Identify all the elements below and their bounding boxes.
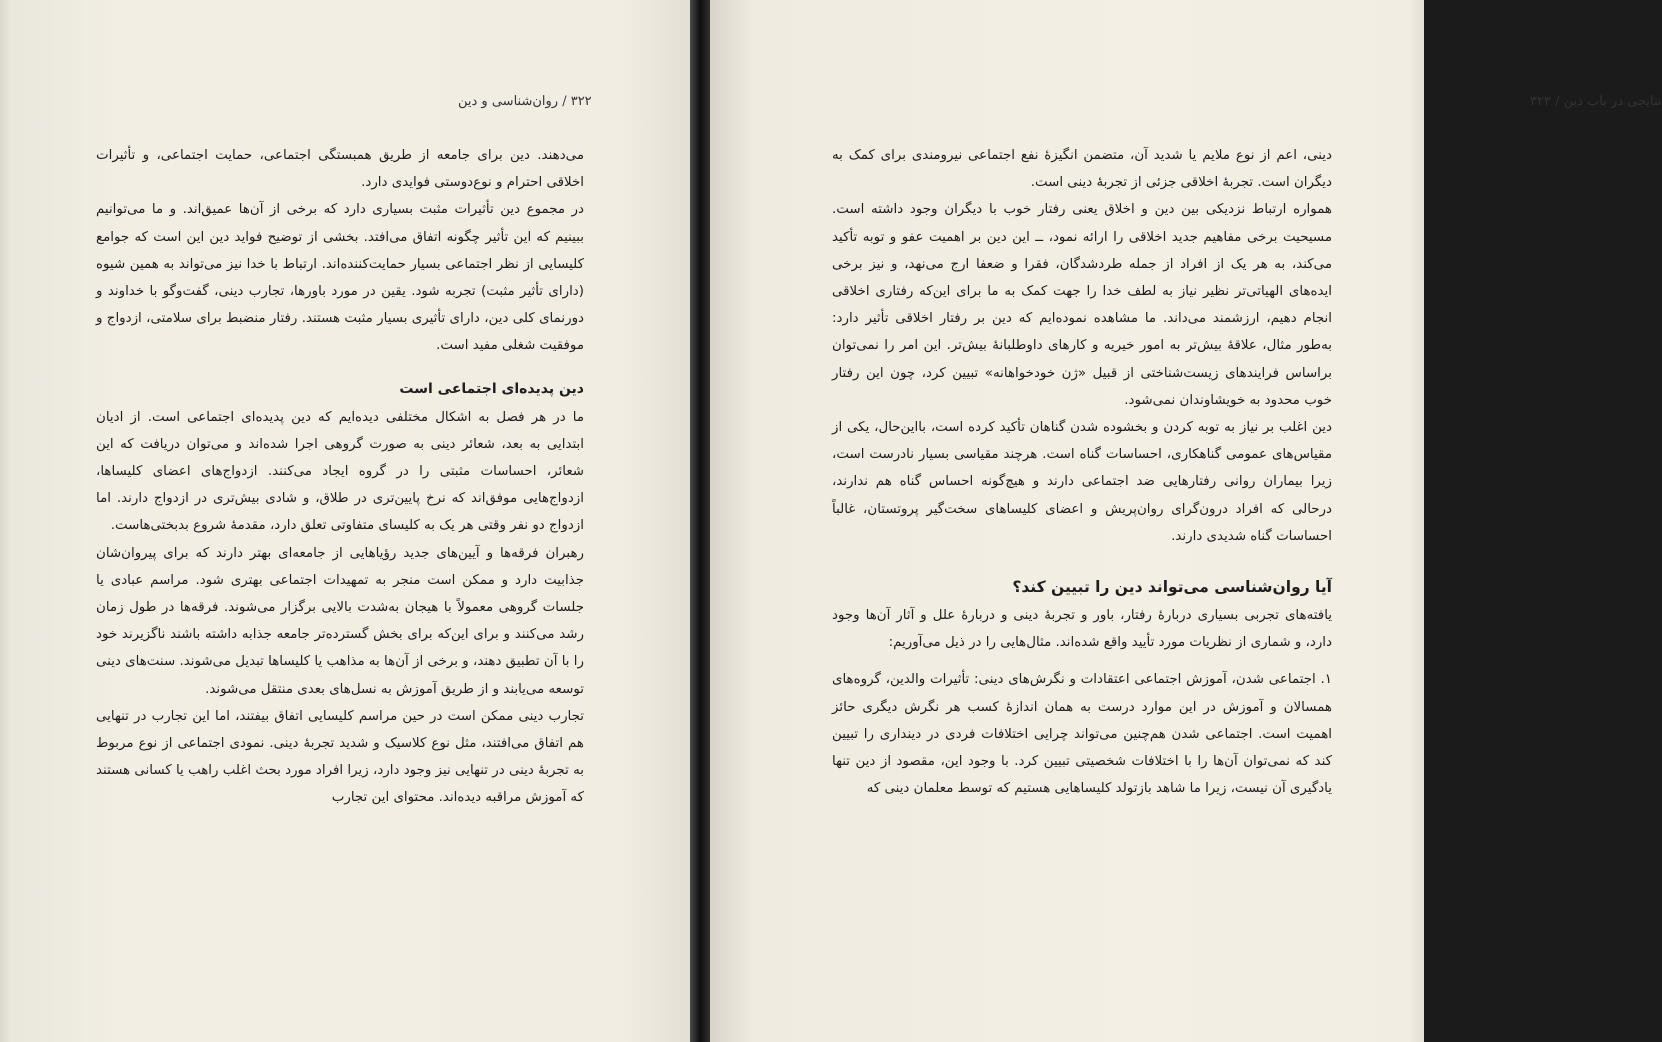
paragraph: یافته‌های تجربی بسیاری دربارهٔ رفتار، باور و تجربهٔ دینی و دربارهٔ علل و آثار آن‌ها وجود دارد، و شماری از نظریات مورد تأیید واقع شده‌اند. مثال‌هایی را در ذیل می‌آوریم:	[832, 608, 1332, 651]
list-item: ۱. اجتماعی شدن، آموزش اجتماعی اعتقادات و نگرش‌های دینی: تأثیرات والدین، گروه‌های همسالان و آموزش در این موارد درست به همان اندازهٔ کسب هر نگرش دیگری حائز اهمیت است. اجتماعی شدن هم‌چنین می‌تواند چرایی اختلافات فردی در دینداری را تبیین کند که نمی‌توان آن‌ها را با اختلافات شخصیتی تبیین کرد. با وجود این، مقصود از دین تنها یادگیری آن نیست، زیرا ما شاهد بازتولد کلیساهایی هستیم که توسط معلمان دینی که	[832, 672, 1332, 797]
page-edge	[0, 0, 12, 1042]
paragraph: دین اغلب بر نیاز به توبه کردن و بخشوده شدن گناهان تأکید کرده است، بااین‌حال، یکی از مقیاس‌های عمومی گناهکاری، احساسات گناه است. هرچند مقیاسی بسیار نادرست است، زیرا بیماران روانی رفتارهایی ضد اجتماعی دارند و هیچ‌گونه احساس گناه هم ندارند، درحالی که افراد درون‌گرای روان‌پریش و اعضای کلیساهای سخت‌گیر پروتستان، غالباً احساسات گناه شدیدی دارند.	[832, 420, 1332, 544]
paragraph: ما در هر فصل به اشکال مختلفی دیده‌ایم که دین پدیده‌ای اجتماعی است. از ادیان ابتدایی به بعد، شعائر دینی به صورت گروهی اجرا شده‌اند و می‌توان دریافت که این شعائر، احساسات مثبتی را در گروه ایجاد می‌کنند. ازدواج‌های اعضای کلیساها، ازدواج‌هایی موفق‌اند که نرخ پایین‌تری در طلاق، و شادی بیش‌تری در ازدواج دارند. اما ازدواج دو نفر وقتی هر یک به کلیسای متفاوتی تعلق دارد، مقدمهٔ شروع بدبختی‌هاست.	[96, 409, 584, 534]
paragraph: همواره ارتباط نزدیکی بین دین و اخلاق یعنی رفتار خوب با دیگران وجود داشته است. مسیحیت برخی مفاهیم جدید اخلاقی را ارائه نمود، ــ این دین بر اهمیت عفو و توبه تأکید می‌کند، به هر یک از افراد از جمله طردشدگان، فقرا و ضعفا ارج می‌نهد، و نیز برخی ایده‌های الهیاتی‌تر نظیر نیاز به لطف خدا را جهت کمک به ما برای این‌که رفتاری اخلاقی انجام دهیم، ارزشمند می‌داند. ما مشاهده نموده‌ایم که دین بر رفتار اخلاقی تأثیر دارد: به‌طور مثال، علاقهٔ بیش‌تر به امور خیریه و کارهای داوطلبانهٔ بیش‌تر. این امر را نمی‌توان براساس فرایندهای زیست‌شناختی از قبیل «ژن خودخواهانه» تبیین کرد، چون این رفتار خوب محدود به خویشاوندان نمی‌شود.	[832, 202, 1332, 408]
paragraph: دینی، اعم از نوع ملایم یا شدید آن، متضمن انگیزهٔ نفع اجتماعی نیرومندی برای کمک به دیگران است. تجربهٔ اخلاقی جزئی از تجربهٔ دینی است.	[832, 148, 1332, 191]
section-heading: آیا روان‌شناسی می‌تواند دین را تبیین کند؟	[1012, 578, 1332, 597]
running-header: ۳۲۲ / روان‌شناسی و دین	[458, 94, 592, 109]
right-page	[710, 0, 1662, 1042]
right-page-body	[832, 142, 1332, 802]
left-page-body	[96, 142, 584, 812]
paragraph: تجارب دینی ممکن است در حین مراسم کلیسایی اتفاق بیفتند، اما این تجارب در تنهایی هم اتفاق می‌افتند، مثل نوع کلاسیک و شدید تجربهٔ دینی. نمودی اجتماعی از نوع مربوط به تجربهٔ دینی در تنهایی نیز وجود دارد، زیرا افراد مورد بحث اغلب راهب یا کسانی هستند که آموزش مراقبه دیده‌اند. محتوای این تجارب	[96, 708, 584, 806]
page-edge	[1410, 0, 1424, 1042]
book-gutter	[690, 0, 710, 1042]
paragraph: رهبران فرقه‌ها و آیین‌های جدید رؤیاهایی از جامعه‌ای بهتر دارند که برای پیروان‌شان جذابیت دارد و ممکن است منجر به تمهیدات اجتماعی بهتری شود. مراسم عبادی یا جلسات گروهی معمولاً با هیجان به‌شدت بالایی برگزار می‌شوند. فرقه‌ها در طول زمان رشد می‌کنند و برای این‌که برای بخش گسترده‌تر جامعه جذابه داشته باشند ناگزیرند خود را با آن تطبیق دهند، و برخی از آن‌ها به مذاهب یا کلیساها تبدیل می‌شوند. سنت‌های دینی توسعه می‌یابند و از طریق آموزش به نسل‌های بعدی منتقل می‌شوند.	[96, 545, 584, 697]
section-heading: دین پدیده‌ای اجتماعی است	[399, 380, 584, 397]
left-page	[0, 0, 690, 1042]
paragraph: می‌دهند. دین برای جامعه از طریق همبستگی اجتماعی، حمایت اجتماعی، و تأثیرات اخلاقی احترام و نوع‌دوستی فوایدی دارد.	[96, 148, 584, 191]
running-header: نتایجی در باب دین / ۳۲۳	[1530, 94, 1662, 109]
paragraph: در مجموع دین تأثیرات مثبت بسیاری دارد که برخی از آن‌ها عمیق‌اند. و ما می‌توانیم ببینیم که این تأثیر چگونه اتفاق می‌افتد. بخشی از توضیح فواید دین این است که جوامع کلیسایی از نظر اجتماعی بسیار حمایت‌کننده‌اند. ارتباط با خدا نیز می‌تواند به همین شیوه (دارای تأثیر مثبت) تجربه شود. یقین در مورد باورها، تجارب دینی، گفت‌وگو با خداوند و دورنمای کلی دین، دارای تأثیری بسیار مثبت هستند. رفتار منضبط برای سلامتی، ازدواج و موفقیت شغلی مفید است.	[96, 202, 584, 354]
